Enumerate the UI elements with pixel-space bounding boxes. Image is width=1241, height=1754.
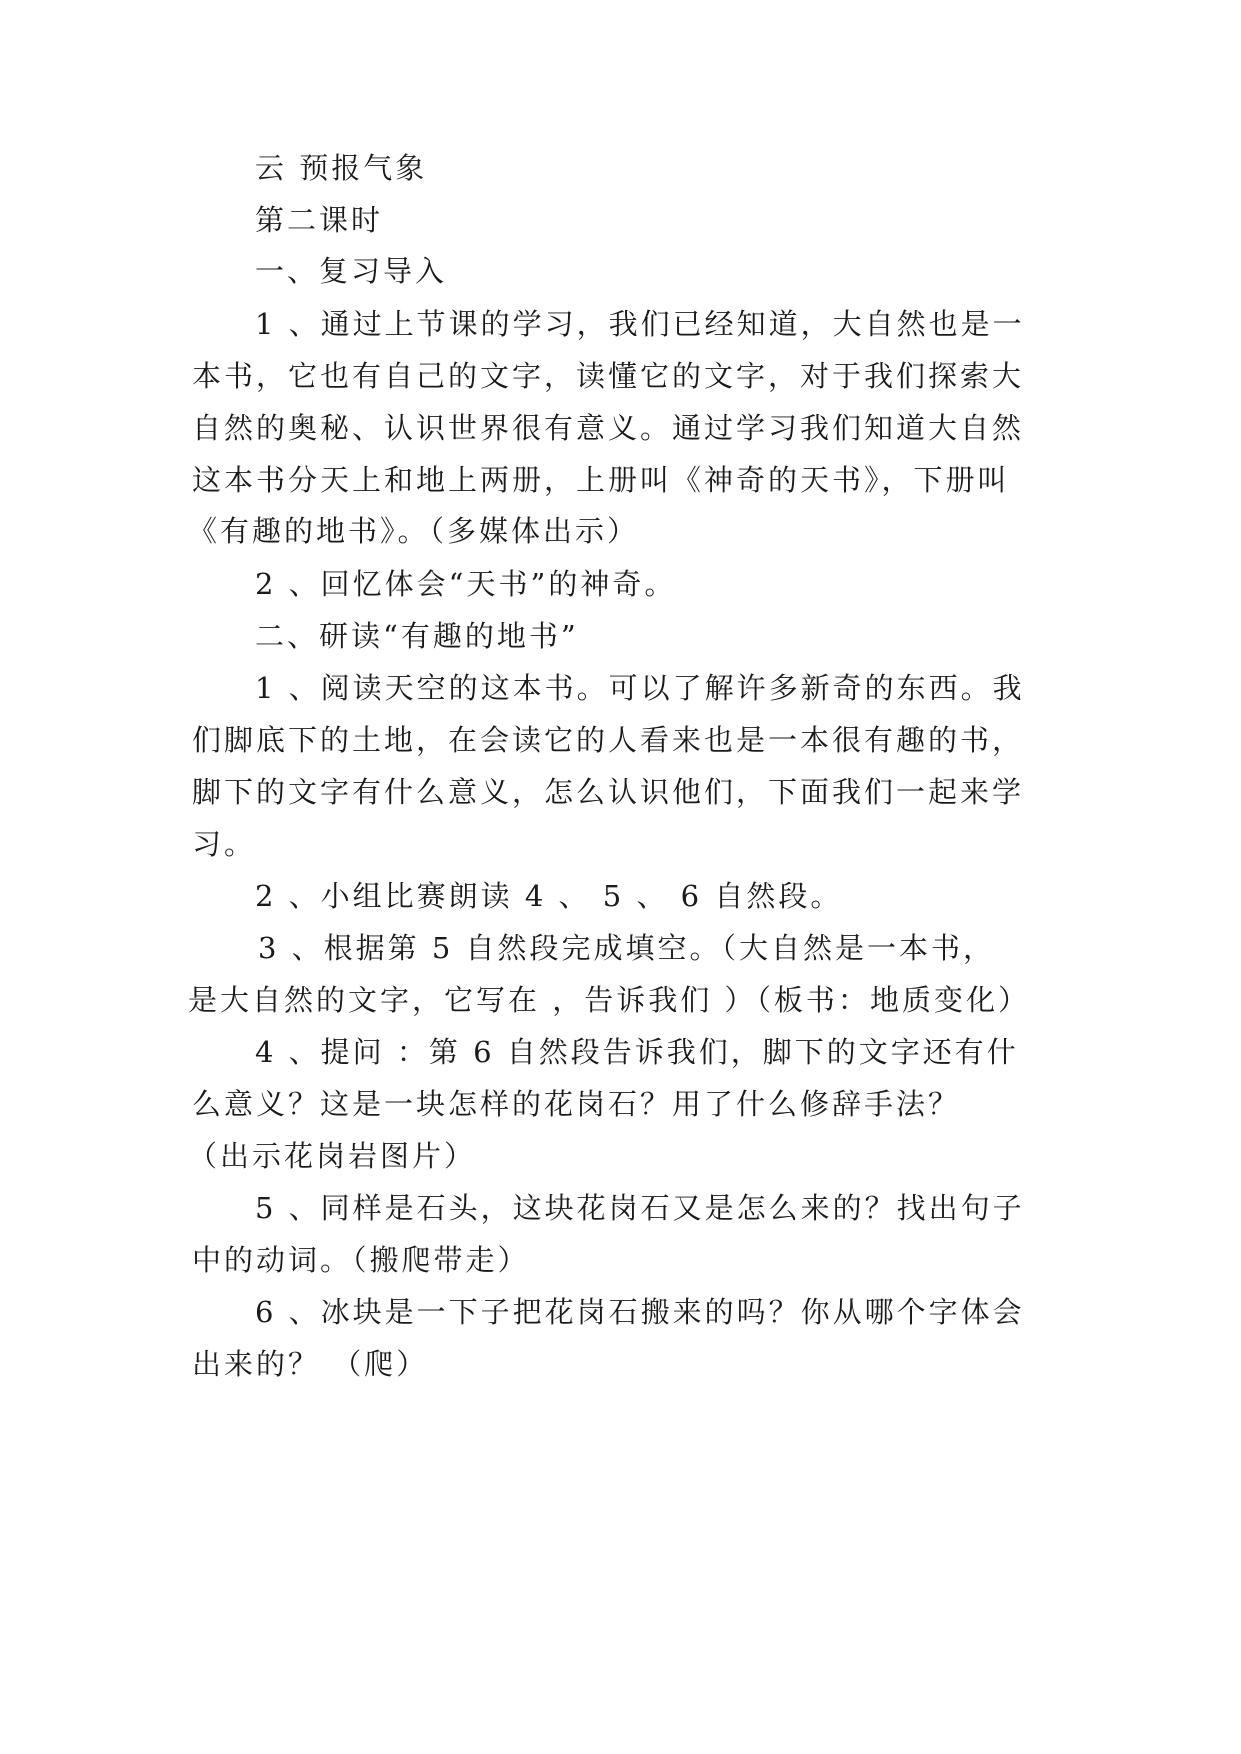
section-heading-review: 一、复习导入 <box>255 254 448 288</box>
lesson-period-heading: 第二课时 <box>255 203 384 237</box>
paragraph-line: 5 、同样是石头，这块花岗石又是怎么来的？找出句子 <box>255 1191 1025 1225</box>
paragraph-line: 3 、根据第 5 自然段完成填空。（大自然是一本书， <box>258 931 996 965</box>
document-title: 云 预报气象 <box>255 151 428 185</box>
paragraph-line: 1 、阅读天空的这本书。可以了解许多新奇的东西。我 <box>255 671 1025 705</box>
paragraph-line: 1 、通过上节课的学习，我们已经知道，大自然也是一 <box>255 307 1025 341</box>
paragraph-line: 自然的奥秘、认识世界很有意义。通过学习我们知道大自然 <box>192 411 1025 445</box>
paragraph-line: 本书，它也有自己的文字，读懂它的文字，对于我们探索大 <box>192 359 1025 393</box>
paragraph-line: （出示花岗岩图片） <box>188 1139 477 1173</box>
paragraph-line: 中的动词。（搬爬带走） <box>192 1243 530 1277</box>
paragraph-line: 习。 <box>192 827 257 861</box>
paragraph-line: 出来的？ （爬） <box>192 1347 429 1381</box>
paragraph-line: 2 、小组比赛朗读 4 、 5 、 6 自然段。 <box>255 879 843 913</box>
paragraph-line: 6 、冰块是一下子把花岗石搬来的吗？你从哪个字体会 <box>255 1295 1025 1329</box>
paragraph-line: 这本书分天上和地上两册，上册叫《神奇的天书》，下册叫 <box>192 463 1010 497</box>
paragraph-line: 4 、提问 ：第 6 自然段告诉我们，脚下的文字还有什 <box>255 1035 1019 1069</box>
section-heading-study: 二、研读“有趣的地书” <box>255 619 579 653</box>
paragraph-line: 是大自然的文字，它写在 ，告诉我们 ）（板书：地质变化） <box>188 983 1030 1017</box>
paragraph-line: 么意义？这是一块怎样的花岗石？用了什么修辞手法？ <box>192 1087 961 1121</box>
paragraph-line: 2 、回忆体会“天书”的神奇。 <box>255 567 677 601</box>
paragraph-line: 们脚底下的土地，在会读它的人看来也是一本很有趣的书， <box>192 723 1025 757</box>
paragraph-line: 《有趣的地书》。（多媒体出示） <box>188 514 640 548</box>
paragraph-line: 脚下的文字有什么意义，怎么认识他们，下面我们一起来学 <box>192 775 1025 809</box>
